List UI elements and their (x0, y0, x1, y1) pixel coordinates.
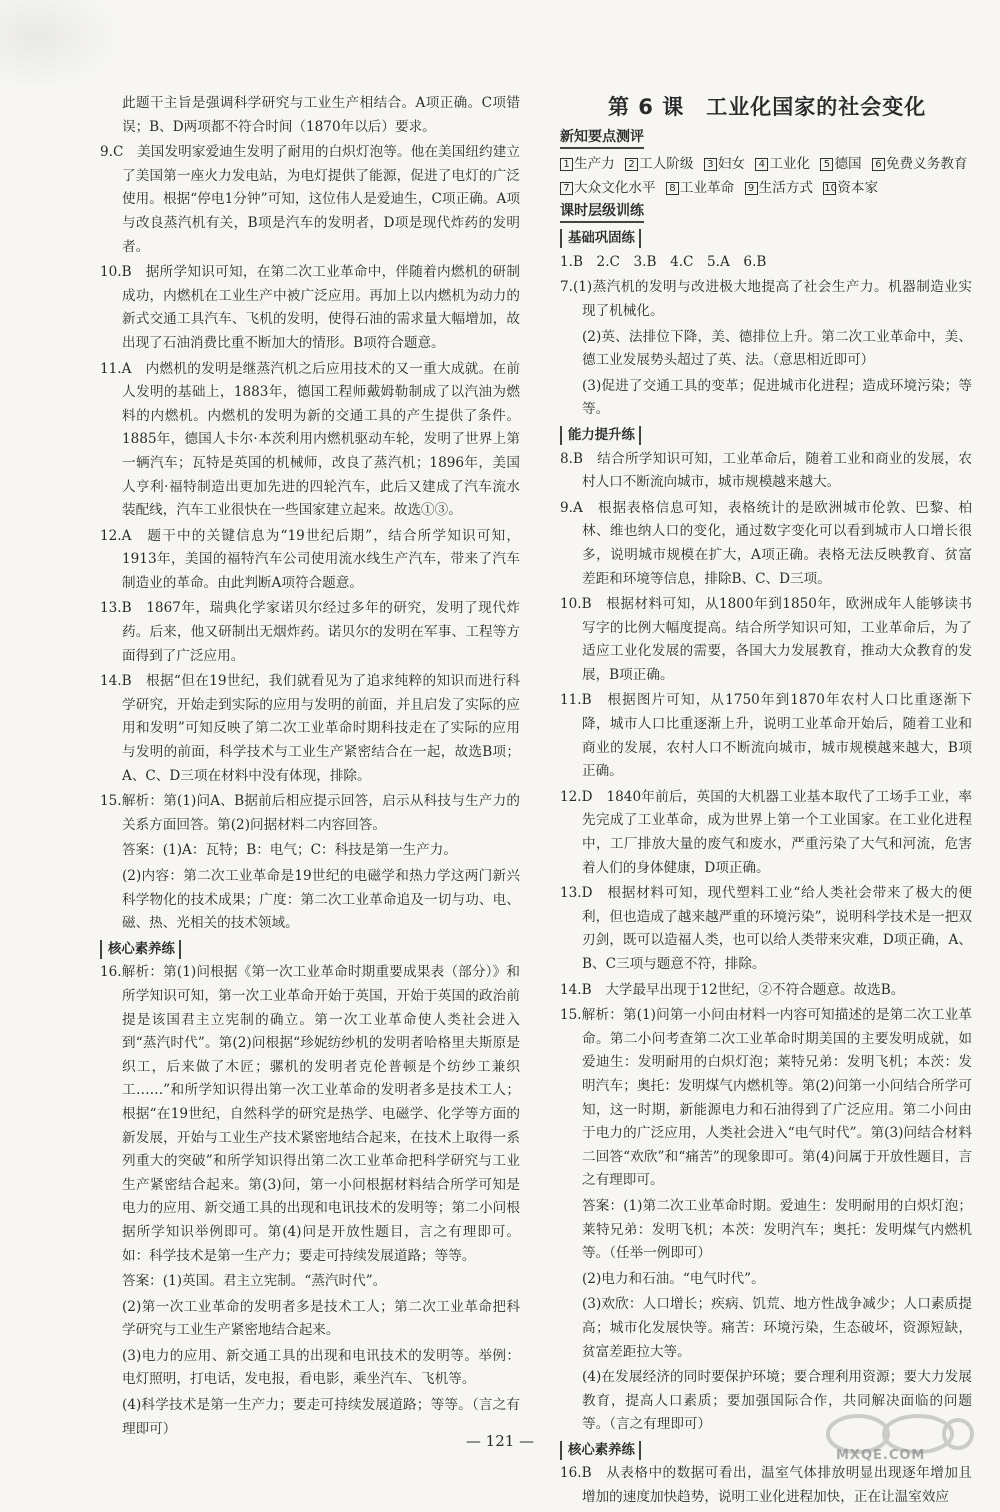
page-number: — 121 — (465, 1432, 535, 1450)
answer-13: 13.B 1867年，瑞典化学家诺贝尔经过多年的研究，发明了现代炸药。后来，他又研制出无烟炸药。诺贝尔的发明在军事、工程等方面得到了广泛应用。 (100, 600, 520, 664)
answer-15-key-2: (2)内容：第二次工业革命是19世纪的电磁学和热力学这两门新兴科学物化的技术成果；广度：第二次工业革命追及一切与功、电、磁、热、光相关的技术领域。 (122, 868, 520, 932)
key-point-item: 2 工人阶级 (625, 156, 693, 172)
number-box: 5 (820, 158, 833, 171)
answer-9: 9.C 美国发明家爱迪生发明了耐用的白炽灯泡等。他在美国纽约建立了美国第一座火力发电站，为电灯提供了能源，促进了电灯的广泛使用。根据“停电1分钟”可知，这位伟人是爱迪生，C项正确。A项与改良蒸汽机有关，B项是汽车的发明者，D项是现代炸药的发明者。 (100, 144, 520, 255)
answer-15-key-1: 答案：(1)A：瓦特；B：电气；C：科技是第一生产力。 (122, 842, 457, 859)
answer-13: 13.D 根据材料可知，现代塑料工业“给人类社会带来了极大的便利，但也造成了越来越严重的环境污染”，说明科学技术是一把双刃剑，既可以造福人类，也可以给人类带来灾难，D项正确，A、B、C三项与题意不符，排除。 (560, 885, 972, 972)
answer-11: 11.B 根据图片可知，从1750年到1870年农村人口比重逐渐下降，城市人口比重逐渐上升，说明工业革命开始后，随着工业和商业的发展，农村人口不断流向城市，城市规模越来越大，B项正确。 (560, 692, 972, 780)
answer-9: 9.A 根据表格信息可知，表格统计的是欧洲城市伦敦、巴黎、柏林、维也纳人口的变化，通过数字变化可以看到城市人口增长很多，说明城市规模在扩大，A项正确。表格无法反映教育、贫富差距和环境等信息，排除B、C、D三项。 (560, 499, 972, 587)
key-point-item: 7 大众文化水平 (560, 180, 656, 196)
key-point-item: 5 德国 (820, 156, 861, 172)
answer-14: 14.B 根据“但在19世纪，我们就看见为了追求纯粹的知识而进行科学研究，开始走到实际的应用与发明的前面，并且启发了实际的应用和发明”可知反映了第二次工业革命时期科技走在了实际的应用与发明的前面，科学技术与工业生产紧密结合在一起，故选B项；A、C、D三项在材料中没有体现，排除。 (100, 673, 520, 784)
answer-15-key-4: (4)在发展经济的同时要保护环境；要合理利用资源；要大力发展教育，提高人口素质；要加强国际合作，共同解决面临的问题等。（言之有理即可） (582, 1369, 972, 1433)
number-box: 8 (666, 182, 679, 195)
answer-14: 14.B 大学最早出现于12世纪，②不符合题意。故选B。 (560, 981, 905, 998)
answer-16-key-3: (3)电力的应用、新交通工具的出现和电讯技术的发明等。举例：电灯照明，打电话，发电报，看电影，乘坐汽车、飞机等。 (122, 1347, 520, 1388)
number-box: 1 (560, 158, 573, 171)
section-core-literacy: 核心素养练 (560, 1441, 641, 1460)
answer-7-3: (3)促进了交通工具的变革；促进城市化进程；造成环境污染；等等。 (582, 377, 972, 418)
key-point-item: 9 生活方式 (745, 180, 813, 196)
answer-12: 12.A 题干中的关键信息为“19世纪后期”，结合所学知识可知，1913年，美国的福特汽车公司使用流水线生产汽车，带来了汽车制造业的革命。由此判断A项符合题意。 (100, 527, 520, 591)
key-point-item: 4 工业化 (755, 156, 810, 172)
key-point-item: 3 妇女 (704, 156, 745, 172)
number-box: 10 (824, 182, 838, 194)
number-box: 3 (704, 158, 717, 171)
number-box: 6 (872, 158, 885, 171)
answer-1-6: 1.B 2.C 3.B 4.C 5.A 6.B (560, 253, 767, 270)
answer-16-key-4: (4)科学技术是第一生产力；要走可持续发展道路；等等。（言之有理即可） (122, 1397, 520, 1437)
answer-10: 10.B 根据材料可知，从1800年到1850年，欧洲成年人能够读书写字的比例大幅度提高。结合所学知识可知，工业革命后，为了适应工业化发展的需要，各国大力发展教育，推动大众教育的发展，B项正确。 (560, 596, 972, 683)
section-core-literacy: 核心素养练 (100, 940, 181, 959)
lesson-title: 第 6 课 工业化国家的社会变化 (608, 95, 927, 119)
answer-11: 11.A 内燃机的发明是继蒸汽机之后应用技术的又一重大成就。在前人发明的基础上，1883年，德国工程师戴姆勒制成了以汽油为燃料的内燃机。内燃机的发明为新的交通工具的产生提供了条件。1885年，德国人卡尔·本茨利用内燃机驱动车轮，发明了世界上第一辆汽车；瓦特是英国的机械师，改良了蒸汽机；1896年，美国人亨利·福特制造出更加先进的四轮汽车，此后又建成了汽车流水装配线，汽车工业很快在一些国家建立起来。故选①③。 (100, 360, 520, 519)
watermark-text: MXQE.COM (836, 1448, 926, 1463)
answer-16-key-2: (2)第一次工业革命的发明者多是技术工人；第二次工业革命把科学研究与工业生产紧密地结合起来。 (122, 1298, 520, 1339)
answer-text: 此题干主旨是强调科学研究与工业生产相结合。A项正确。C项错误；B、D两项都不符合时间（1870年以后）要求。 (122, 95, 520, 135)
answer-15-analysis: 15.解析：第(1)问第一小问由材料一内容可知描述的是第二次工业革命。第二小问考查第二次工业革命时期美国的主要发明成就，如爱迪生：发明耐用的白炽灯泡；莱特兄弟：发明飞机；本茨：发明汽车；奥托：发明煤气内燃机等。第(2)问第一小问结合所学可知，这一时期，新能源电力和石油得到了广泛应用。第二小问由于电力的广泛应用，人类社会进入“电气时代”。第(3)问结合材料二回答“欢欣”和“痛苦”的现象即可。第(4)问属于开放性题目，言之有理即可。 (560, 1007, 972, 1189)
section-ability: 能力提升练 (560, 426, 641, 445)
answer-16-key-1: 答案：(1)英国。君主立宪制。“蒸汽时代”。 (122, 1273, 387, 1290)
answer-15-key-1: 答案：(1)第二次工业革命时期。爱迪生：发明耐用的白炽灯泡；莱特兄弟：发明飞机；本茨：发明汽车；奥托：发明煤气内燃机等。（任举一例即可） (582, 1197, 972, 1262)
key-points-list (560, 153, 972, 200)
subhead-key-points: 新知要点测评 (560, 128, 644, 149)
answer-15-key-2: (2)电力和石油。“电气时代”。 (582, 1270, 765, 1287)
answer-7-2: (2)英、法排位下降，美、德排位上升。第二次工业革命中，美、德工业发展势头超过了英、法。（意思相近即可） (582, 328, 972, 369)
number-box: 4 (755, 158, 768, 171)
answer-10: 10.B 据所学知识可知，在第二次工业革命中，伴随着内燃机的研制成功，内燃机在工业生产中被广泛应用。再加上以内燃机为动力的新式交通工具汽车、飞机的发明，使得石油的需求量大幅增加，故出现了石油消费比重不断加大的情形。B项符合题意。 (100, 264, 520, 351)
number-box: 2 (625, 158, 638, 171)
number-box: 9 (745, 182, 758, 195)
left-column (100, 92, 520, 1443)
key-point-item: 1 生产力 (560, 156, 615, 172)
answer-8: 8.B 结合所学知识可知，工业革命后，随着工业和商业的发展，农村人口不断流向城市，城市规模越来越大。 (560, 450, 972, 491)
answer-7-1: 7.(1)蒸汽机的发明与改进极大地提高了社会生产力。机器制造业实现了机械化。 (560, 279, 972, 319)
scan-smudge (0, 0, 120, 90)
section-basic: 基础巩固练 (560, 229, 641, 248)
answer-16-analysis: 16.解析：第(1)问根据《第一次工业革命时期重要成果表（部分）》和所学知识可知，第一次工业革命开始于英国，开始于英国的政治前提是该国君主立宪制的确立。第一次工业革命使人类社会进入到“蒸汽时代”。第(2)问根据“珍妮纺纱机的发明者哈格里夫斯原是织工，后来做了木匠；骡机的发明者克伦普顿是个纺纱工兼织工……”和所学知识得出第一次工业革命的发明者多是技术工人；根据“在19世纪，自然科学的研究是热学、电磁学、化学等方面的新发展，开始与工业生产技术紧密地结合起来，在技术上取得一系列重大的突破”和所学知识得出第二次工业革命把科学研究与工业生产紧密结合起来。第(3)问，第一小问根据材料结合所学可知是电力的应用、新交通工具的出现和电讯技术的发明等；第二小问根据所学知识举例即可。第(4)问是开放性题目，言之有理即可。如：科学技术是第一生产力；要走可持续发展道路；等等。 (100, 964, 520, 1264)
answer-12: 12.D 1840年前后，英国的大机器工业基本取代了工场手工业，率先完成了工业革命，成为世界上第一个工业国家。在工业化进程中，工厂排放大量的废气和废水，严重污染了大气和河流，危害着人们的身体健康，D项正确。 (560, 788, 972, 876)
answer-16: 16.B 从表格中的数据可看出，温室气体排放明显出现逐年增加且增加的速度加快趋势，说明工业化进程加快，正在让温室效应 (560, 1465, 972, 1506)
key-point-item: 6 免费义务教育 (872, 156, 968, 172)
answer-15-analysis: 15.解析：第(1)问A、B据前后相应提示回答，启示从科技与生产力的关系方面回答。第(2)问据材料二内容回答。 (100, 793, 520, 833)
answer-15-key-3: (3)欢欣：人口增长；疾病、饥荒、地方性战争减少；人口素质提高；城市化发展快等。痛苦：环境污染，生态破坏，资源短缺，贫富差距拉大等。 (582, 1296, 972, 1360)
right-column (560, 92, 972, 1512)
subhead-class-training: 课时层级训练 (560, 202, 644, 223)
number-box: 7 (560, 182, 573, 195)
key-point-item: 10资本家 (824, 179, 879, 196)
key-point-item: 8 工业革命 (666, 180, 734, 196)
